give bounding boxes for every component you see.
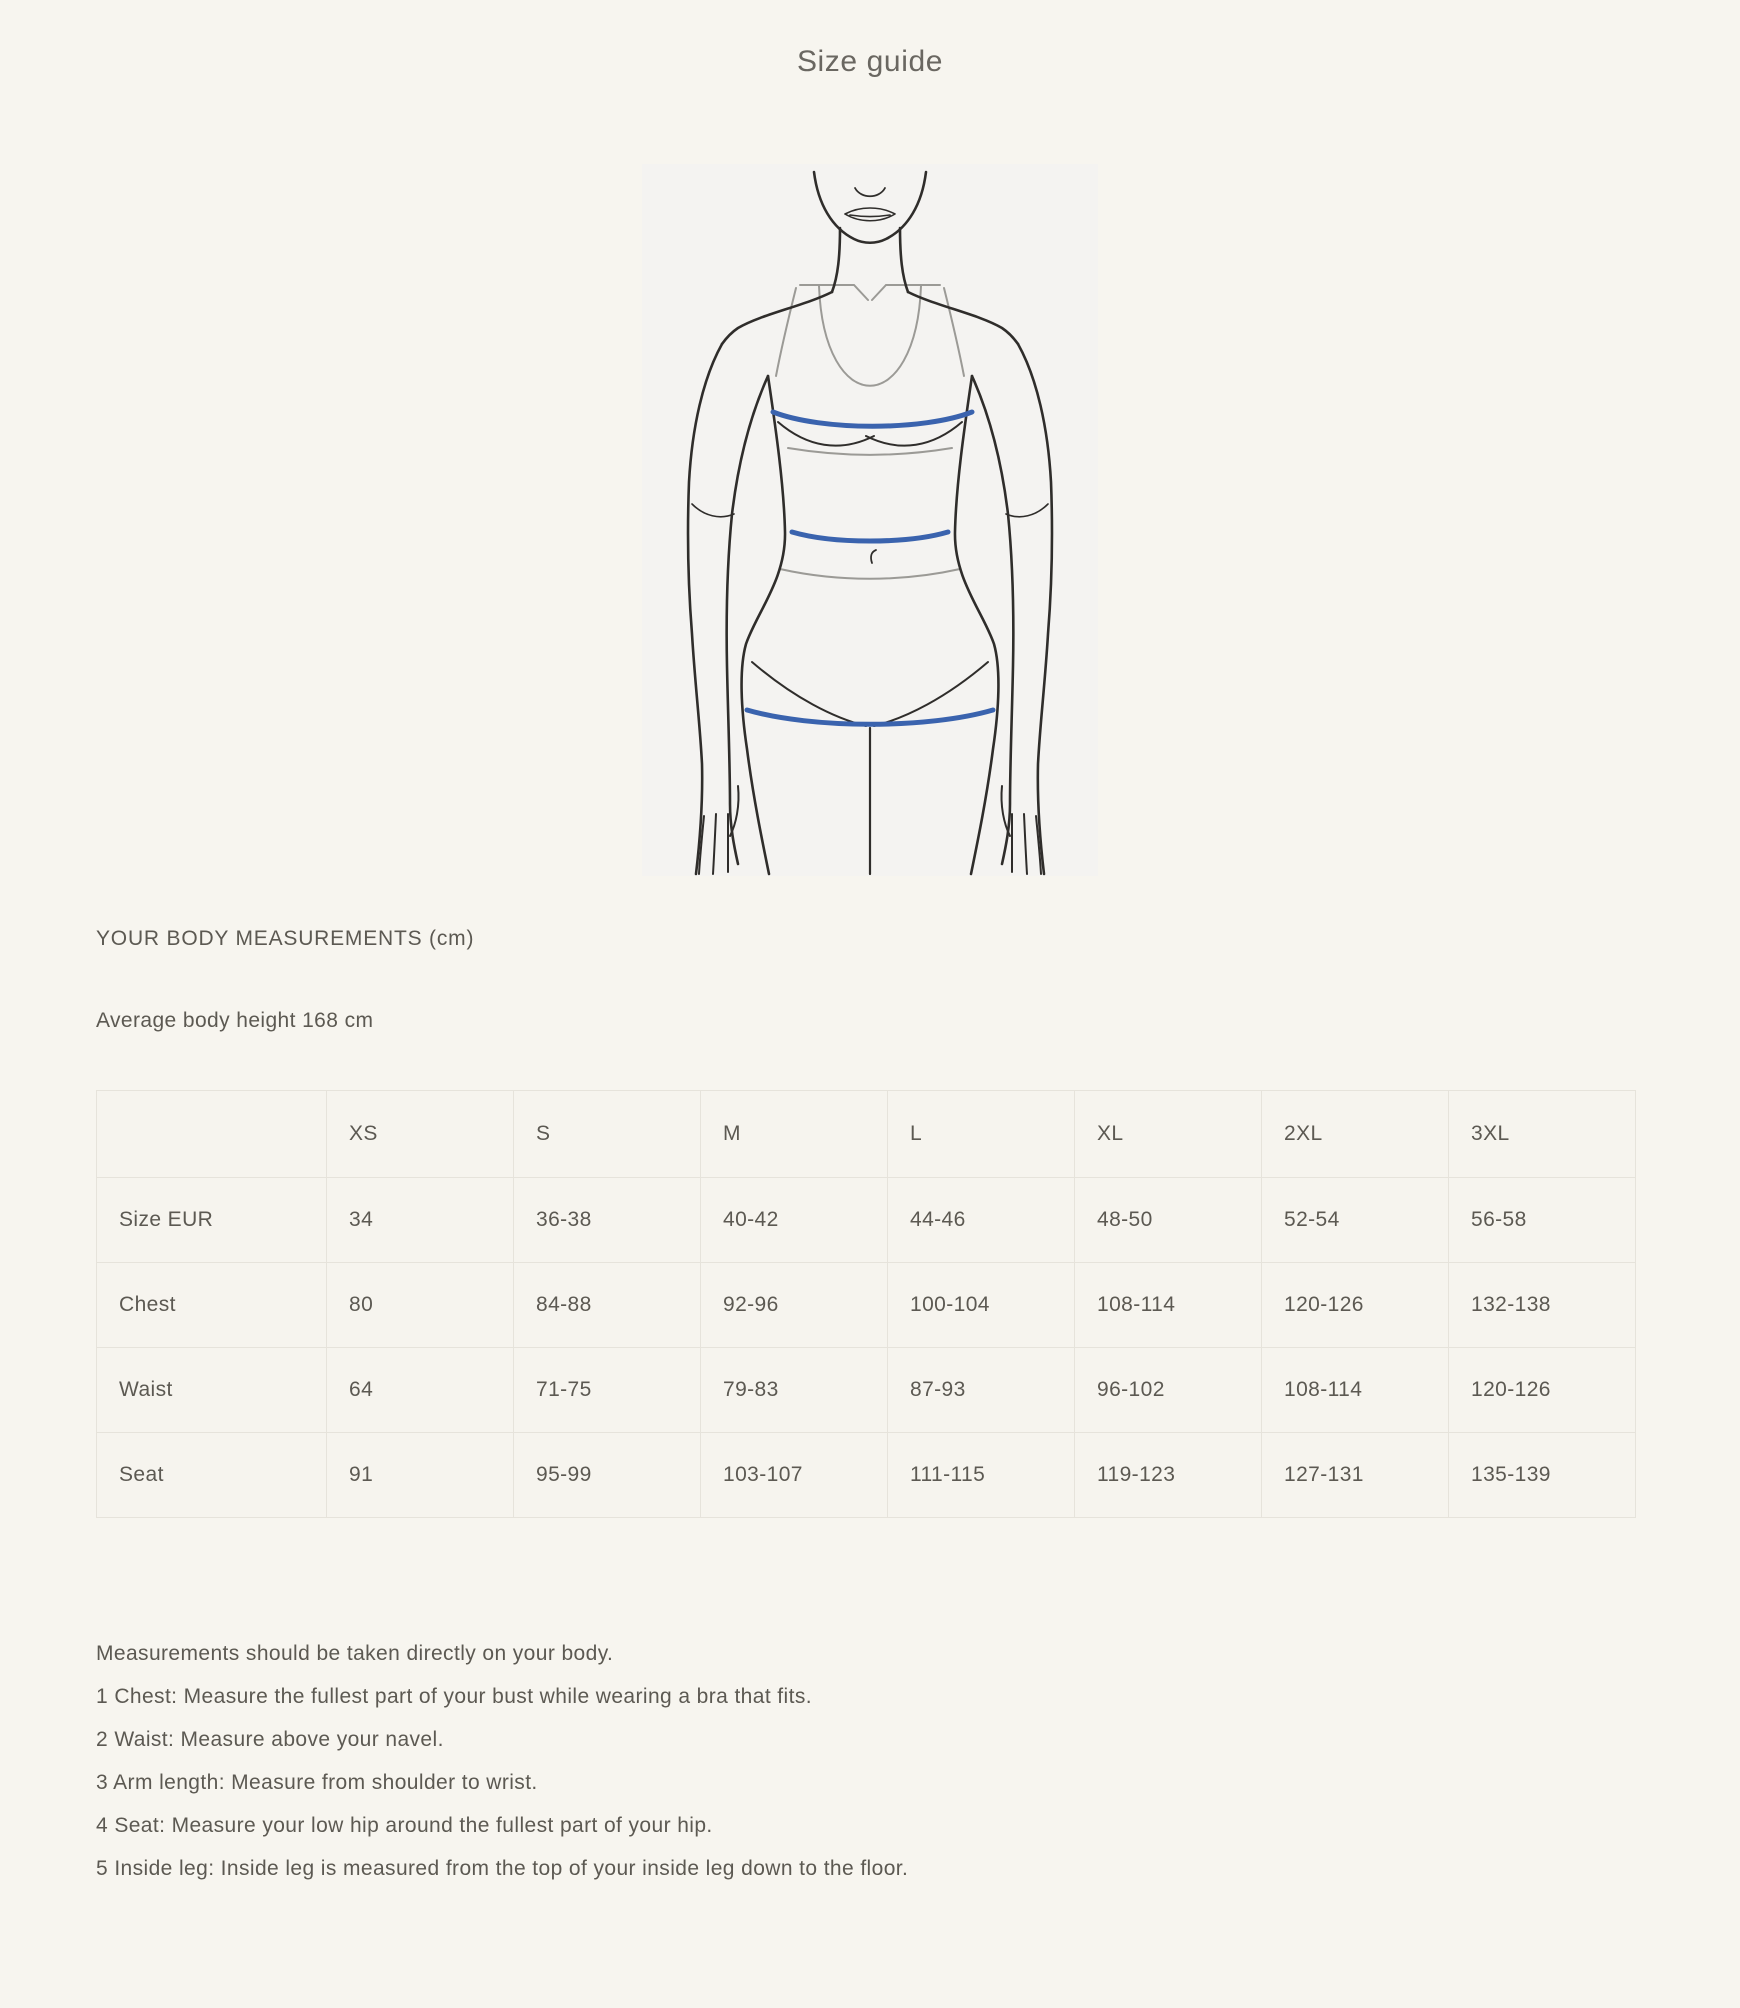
size-value-cell: 96-102 [1075, 1348, 1262, 1433]
column-header-3xl: 3XL [1449, 1091, 1636, 1178]
column-header-2xl: 2XL [1262, 1091, 1449, 1178]
size-value-cell: 40-42 [701, 1178, 888, 1263]
chest-measure-line [773, 412, 972, 426]
size-table [96, 1090, 1636, 1518]
note-line: 5 Inside leg: Inside leg is measured from the top of your inside leg down to the floor. [96, 1857, 909, 1880]
body-outline [688, 172, 1052, 874]
size-value-cell: 48-50 [1075, 1178, 1262, 1263]
note-line: 1 Chest: Measure the fullest part of your bust while wearing a bra that fits. [96, 1685, 812, 1708]
size-value-cell: 79-83 [701, 1348, 888, 1433]
size-value-cell: 95-99 [514, 1433, 701, 1518]
size-value-cell: 84-88 [514, 1263, 701, 1348]
size-table-header-row [97, 1091, 1636, 1178]
size-value-cell: 119-123 [1075, 1433, 1262, 1518]
size-value-cell: 44-46 [888, 1178, 1075, 1263]
column-header-xs: XS [327, 1091, 514, 1178]
column-header-s: S [514, 1091, 701, 1178]
measurements-heading: YOUR BODY MEASUREMENTS (cm) [96, 927, 475, 950]
size-value-cell: 120-126 [1262, 1263, 1449, 1348]
seat-measure-line [747, 710, 993, 724]
size-value-cell: 111-115 [888, 1433, 1075, 1518]
size-value-cell: 108-114 [1075, 1263, 1262, 1348]
column-header-xl: XL [1075, 1091, 1262, 1178]
waist-measure-line [792, 532, 948, 541]
column-header-l: L [888, 1091, 1075, 1178]
size-value-cell: 34 [327, 1178, 514, 1263]
size-value-cell: 64 [327, 1348, 514, 1433]
size-value-cell: 92-96 [701, 1263, 888, 1348]
measurement-notes [96, 1632, 1644, 1890]
size-value-cell: 56-58 [1449, 1178, 1636, 1263]
note-line: 3 Arm length: Measure from shoulder to wrist. [96, 1771, 538, 1794]
size-value-cell: 71-75 [514, 1348, 701, 1433]
note-line: 2 Waist: Measure above your navel. [96, 1728, 444, 1751]
size-value-cell: 100-104 [888, 1263, 1075, 1348]
size-value-cell: 52-54 [1262, 1178, 1449, 1263]
size-value-cell: 91 [327, 1433, 514, 1518]
size-guide-content [0, 925, 1740, 1890]
table-row-seat [97, 1433, 1636, 1518]
note-line: Measurements should be taken directly on your body. [96, 1642, 614, 1665]
row-label: Waist [97, 1348, 327, 1433]
page-title: Size guide [796, 45, 944, 78]
size-value-cell: 132-138 [1449, 1263, 1636, 1348]
size-value-cell: 87-93 [888, 1348, 1075, 1433]
row-label: Size EUR [97, 1178, 327, 1263]
size-value-cell: 108-114 [1262, 1348, 1449, 1433]
row-label: Chest [97, 1263, 327, 1348]
note-line: 4 Seat: Measure your low hip around the fullest part of your hip. [96, 1814, 713, 1837]
size-value-cell: 127-131 [1262, 1433, 1449, 1518]
row-label: Seat [97, 1433, 327, 1518]
body-measurement-diagram [642, 164, 1098, 876]
column-header-m: M [701, 1091, 888, 1178]
table-row-size-eur [97, 1178, 1636, 1263]
size-value-cell: 36-38 [514, 1178, 701, 1263]
empty-header-cell [97, 1091, 327, 1178]
size-value-cell: 135-139 [1449, 1433, 1636, 1518]
body-figure-illustration [642, 164, 1098, 876]
size-value-cell: 80 [327, 1263, 514, 1348]
size-value-cell: 103-107 [701, 1433, 888, 1518]
average-height-text: Average body height 168 cm [96, 1009, 374, 1032]
size-value-cell: 120-126 [1449, 1348, 1636, 1433]
table-row-chest [97, 1263, 1636, 1348]
table-row-waist [97, 1348, 1636, 1433]
measurement-lines [747, 412, 993, 724]
